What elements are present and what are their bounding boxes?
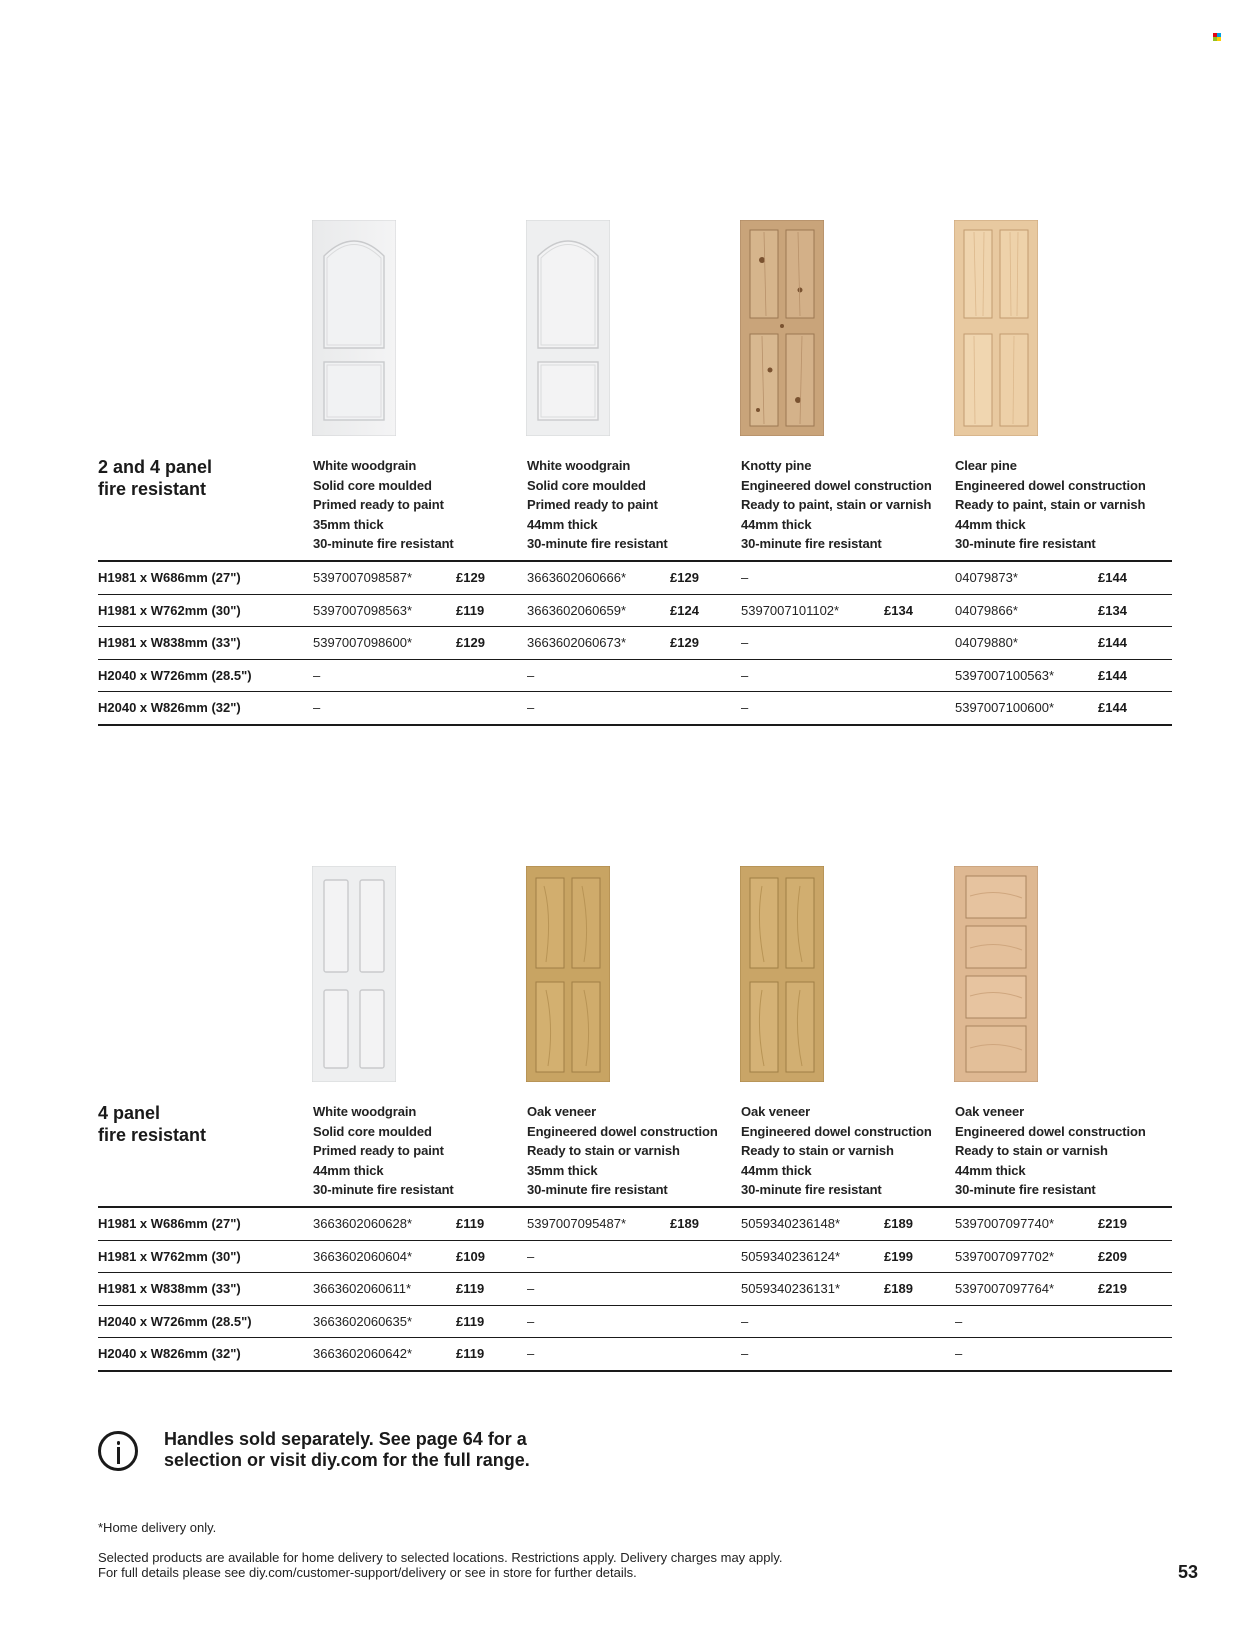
table-row: [98, 1208, 1172, 1240]
product-code: 5397007098563*: [313, 602, 413, 618]
price: £199: [884, 1248, 913, 1264]
table-row: [98, 562, 1172, 594]
product-description: Oak veneer Engineered dowel construction Ready to stain or varnish 44mm thick 30-minute fire resistant: [741, 1104, 932, 1197]
product-description: Knotty pine Engineered dowel construction Ready to paint, stain or varnish 44mm thick 30-minute fire resistant: [741, 458, 932, 551]
price: £129: [670, 635, 699, 650]
price: £144: [1098, 635, 1127, 650]
price: £129: [670, 570, 699, 585]
door-images: [98, 220, 1172, 436]
product-code: 04079880*: [955, 635, 1018, 650]
handles-info: [98, 1431, 798, 1477]
product-description: White woodgrain Solid core moulded Primed ready to paint 35mm thick 30-minute fire resistant: [313, 458, 454, 551]
price: £119: [456, 1313, 485, 1329]
size-label: H1981 x W762mm (30"): [98, 602, 241, 618]
product-code: 3663602060659*: [527, 602, 627, 618]
price: £119: [456, 1216, 485, 1231]
product-code: 04079873*: [955, 570, 1018, 585]
size-label: H1981 x W838mm (33"): [98, 1281, 241, 1296]
price: £219: [1098, 1216, 1127, 1231]
product-code: –: [741, 570, 749, 585]
product-code: 3663602060628*: [313, 1216, 413, 1231]
table-row: [98, 659, 1172, 692]
size-label: H2040 x W826mm (32"): [98, 1346, 241, 1361]
size-label: H2040 x W826mm (32"): [98, 700, 241, 715]
price: £144: [1098, 667, 1127, 683]
table-row: [98, 1305, 1172, 1338]
price: £189: [884, 1216, 913, 1231]
product-code: 3663602060666*: [527, 570, 627, 585]
product-code: 5397007097764*: [955, 1281, 1055, 1296]
product-code: 3663602060604*: [313, 1248, 413, 1264]
product-code: –: [527, 1346, 535, 1361]
product-code: –: [955, 1346, 963, 1361]
delivery-fine-print: Selected products are available for home delivery to selected locations. Restrictions apply. Delivery charges may apply. For full details please see diy.com/customer-support/delivery or see in store for further details.: [98, 1550, 783, 1580]
product-description: Oak veneer Engineered dowel construction Ready to stain or varnish 35mm thick 30-minute fire resistant: [527, 1104, 718, 1197]
product-code: –: [741, 1346, 749, 1361]
product-code: –: [313, 667, 321, 683]
product-description: White woodgrain Solid core moulded Primed ready to paint 44mm thick 30-minute fire resistant: [527, 458, 668, 551]
product-code: 3663602060673*: [527, 635, 627, 650]
product-code: –: [741, 635, 749, 650]
size-label: H1981 x W838mm (33"): [98, 635, 241, 650]
product-code: –: [955, 1313, 963, 1329]
product-code: 5059340236124*: [741, 1248, 841, 1264]
table-row: [98, 1272, 1172, 1305]
price: £119: [456, 602, 485, 618]
product-code: –: [527, 1248, 535, 1264]
price: £119: [456, 1346, 485, 1361]
product-code: –: [527, 1313, 535, 1329]
info-text: Handles sold separately. See page 64 for a selection or visit diy.com for the full range.: [164, 1429, 530, 1470]
table-row: [98, 1240, 1172, 1273]
product-code: 3663602060635*: [313, 1313, 413, 1329]
product-code: 5397007097740*: [955, 1216, 1055, 1231]
door-image-clear-pine: [954, 220, 1038, 436]
section-heading: 2 and 4 panel fire resistant: [98, 457, 213, 499]
size-label: H1981 x W686mm (27"): [98, 570, 241, 585]
product-code: –: [527, 667, 535, 683]
price: £129: [456, 570, 485, 585]
size-price-table: [98, 560, 1172, 726]
product-code: 5397007095487*: [527, 1216, 627, 1231]
product-code: 5397007100600*: [955, 700, 1055, 715]
product-code: –: [313, 700, 321, 715]
table-row: [98, 626, 1172, 659]
size-label: H1981 x W686mm (27"): [98, 1216, 241, 1231]
product-code: 5059340236148*: [741, 1216, 841, 1231]
price: £144: [1098, 570, 1127, 585]
price: £134: [884, 602, 913, 618]
product-code: 5397007100563*: [955, 667, 1055, 683]
price: £124: [670, 602, 699, 618]
door-image-white-4-panel: [312, 866, 396, 1082]
product-code: 5397007097702*: [955, 1248, 1055, 1264]
door-image-oak-4-panel: [740, 866, 824, 1082]
door-image-oak-horizontal-panel: [954, 866, 1038, 1082]
price: £129: [456, 635, 485, 650]
product-code: –: [527, 1281, 535, 1296]
door-images: [98, 866, 1172, 1082]
size-price-table: [98, 1206, 1172, 1372]
price: £144: [1098, 700, 1127, 715]
price: £134: [1098, 602, 1127, 618]
table-row: [98, 1337, 1172, 1370]
price: £219: [1098, 1281, 1127, 1296]
door-image-knotty-pine: [740, 220, 824, 436]
door-image-oak-4-panel: [526, 866, 610, 1082]
price: £119: [456, 1281, 485, 1296]
product-code: 04079866*: [955, 602, 1018, 618]
size-label: H1981 x W762mm (30"): [98, 1248, 241, 1264]
info-icon: [98, 1431, 138, 1471]
product-description: Clear pine Engineered dowel construction Ready to paint, stain or varnish 44mm thick 30-minute fire resistant: [955, 458, 1146, 551]
product-code: –: [741, 667, 749, 683]
table-row: [98, 594, 1172, 627]
product-code: 3663602060611*: [313, 1281, 412, 1296]
product-code: 5397007098600*: [313, 635, 413, 650]
product-code: 5397007098587*: [313, 570, 413, 585]
table-row: [98, 691, 1172, 724]
price: £209: [1098, 1248, 1127, 1264]
product-code: –: [527, 700, 535, 715]
price: £189: [884, 1281, 913, 1296]
brand-color-mark: [1213, 33, 1221, 41]
page-number: 53: [1178, 1562, 1199, 1582]
product-code: –: [741, 700, 749, 715]
door-image-white-2-panel: [312, 220, 396, 436]
product-code: 5397007101102*: [741, 602, 840, 618]
product-code: –: [741, 1313, 749, 1329]
size-label: H2040 x W726mm (28.5"): [98, 1313, 252, 1329]
section-heading: 4 panel fire resistant: [98, 1103, 207, 1145]
size-label: H2040 x W726mm (28.5"): [98, 667, 252, 683]
product-description: White woodgrain Solid core moulded Primed ready to paint 44mm thick 30-minute fire resistant: [313, 1104, 454, 1197]
footnote: *Home delivery only.: [98, 1520, 217, 1535]
door-image-white-2-panel: [526, 220, 610, 436]
product-code: 3663602060642*: [313, 1346, 413, 1361]
product-code: 5059340236131*: [741, 1281, 841, 1296]
price: £109: [456, 1248, 485, 1264]
product-description: Oak veneer Engineered dowel construction Ready to stain or varnish 44mm thick 30-minute fire resistant: [955, 1104, 1146, 1197]
price: £189: [670, 1216, 699, 1231]
